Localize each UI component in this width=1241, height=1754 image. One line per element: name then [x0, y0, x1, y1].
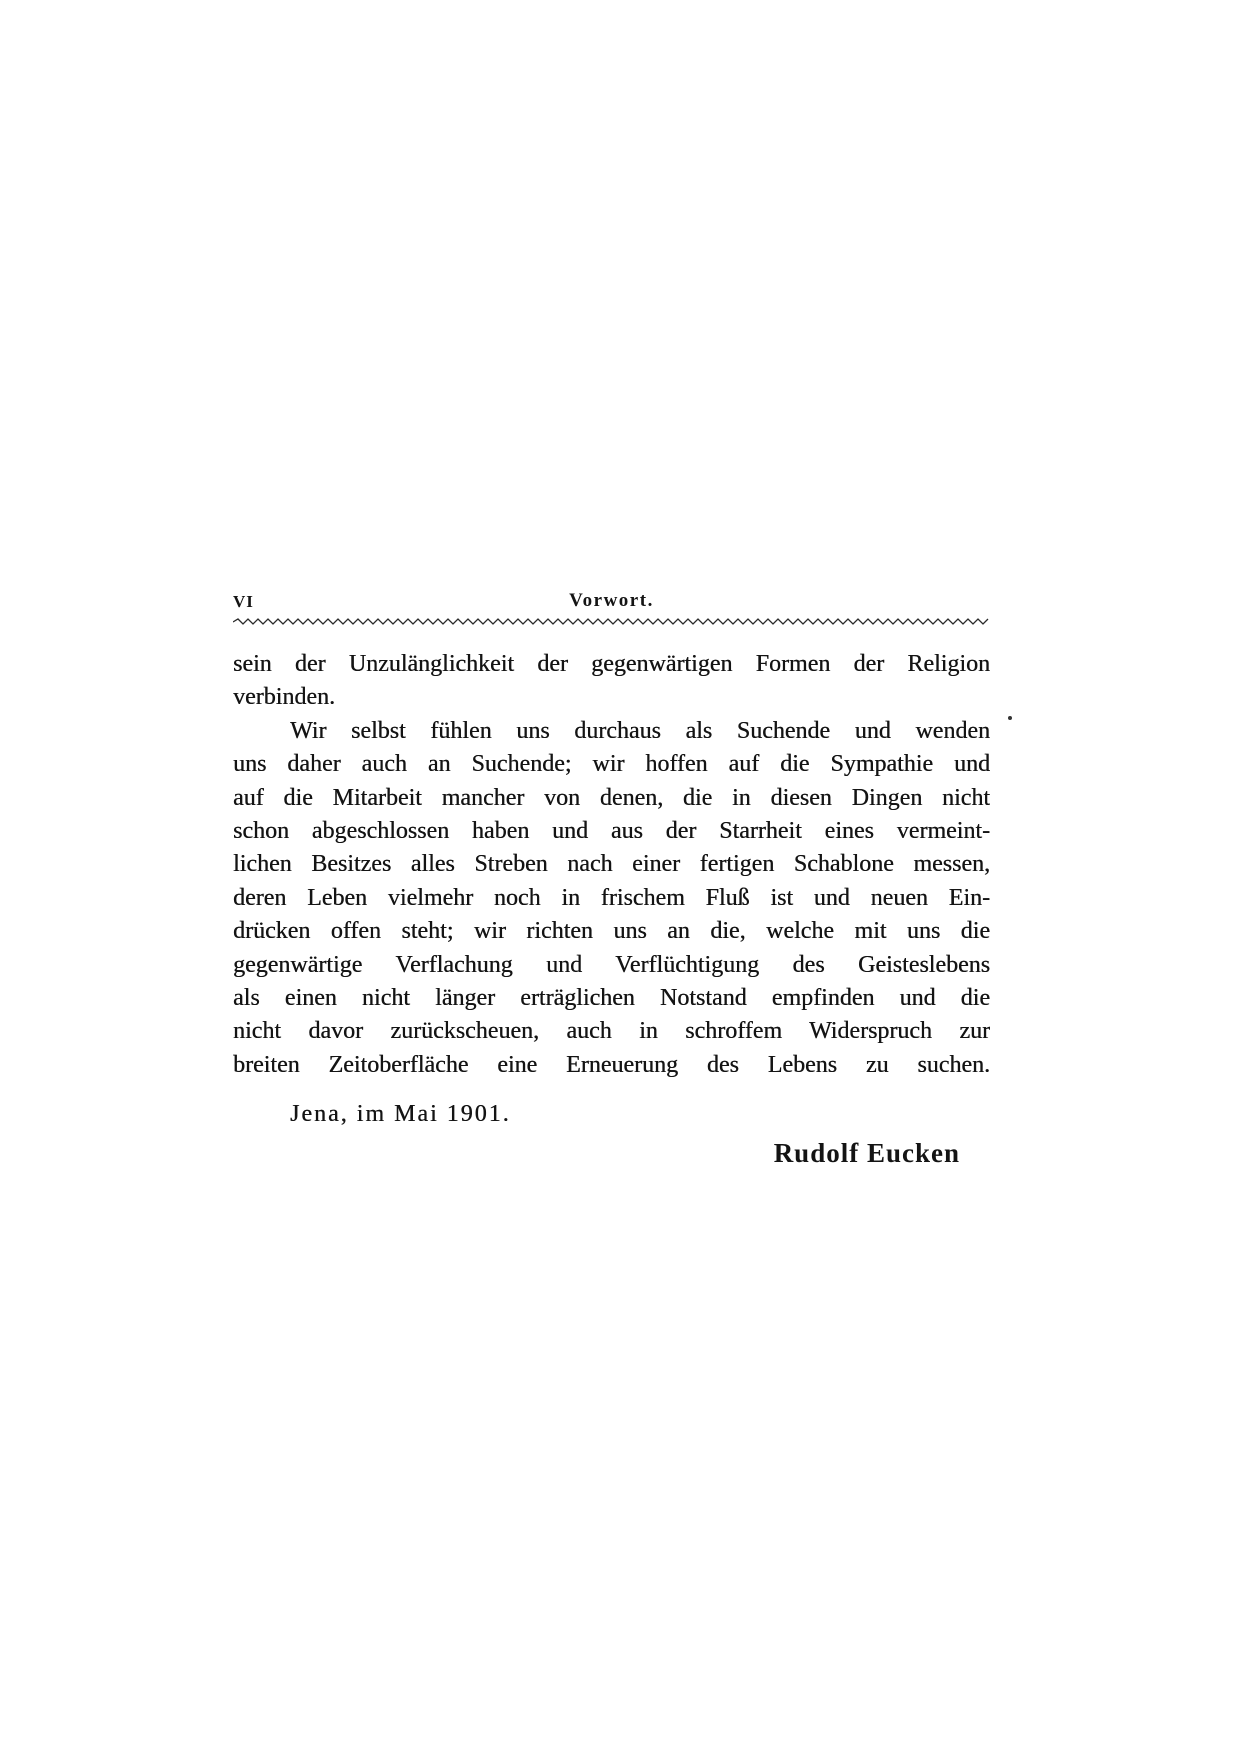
place-date: Jena, im Mai 1901. [290, 1101, 511, 1127]
text-line: Wir selbst fühlen uns durchaus als Suchende und wenden [290, 717, 990, 744]
text-line: deren Leben vielmehr noch in frischem Fluß ist und neuen Ein- [233, 884, 990, 911]
text-line: als einen nicht länger erträglichen Notstand empfinden und die [233, 984, 990, 1011]
text-line: auf die Mitarbeit mancher von denen, die in diesen Dingen nicht [233, 784, 990, 811]
running-title: Vorwort. [569, 590, 654, 611]
page-number: VI [233, 592, 254, 611]
wavy-rule [233, 617, 990, 627]
text-line: lichen Besitzes alles Streben nach einer fertigen Schablone messen, [233, 851, 990, 878]
paragraph [233, 648, 990, 715]
text-line: breiten Zeitoberfläche eine Erneuerung des Lebens zu suchen. [233, 1051, 990, 1078]
text-line: uns daher auch an Suchende; wir hoffen auf die Sympathie und [233, 751, 990, 778]
body-text [233, 648, 990, 1082]
text-line: schon abgeschlossen haben und aus der Starrheit eines vermeint- [233, 817, 990, 844]
text-line: verbinden. [233, 684, 335, 711]
running-head [233, 590, 990, 618]
text-line: nicht davor zurückscheuen, auch in schroffem Widerspruch zur [233, 1018, 990, 1045]
wavy-rule-path [233, 619, 988, 624]
text-line: gegenwärtige Verflachung und Verflüchtigung des Geisteslebens [233, 951, 990, 978]
author-signature: Rudolf Eucken [773, 1138, 960, 1168]
text-line: sein der Unzulänglichkeit der gegenwärtigen Formen der Religion [233, 651, 990, 677]
text-line: drücken offen steht; wir richten uns an die, welche mit uns die [233, 918, 990, 945]
stray-ink-mark [1008, 716, 1012, 720]
paragraph [233, 715, 990, 1082]
